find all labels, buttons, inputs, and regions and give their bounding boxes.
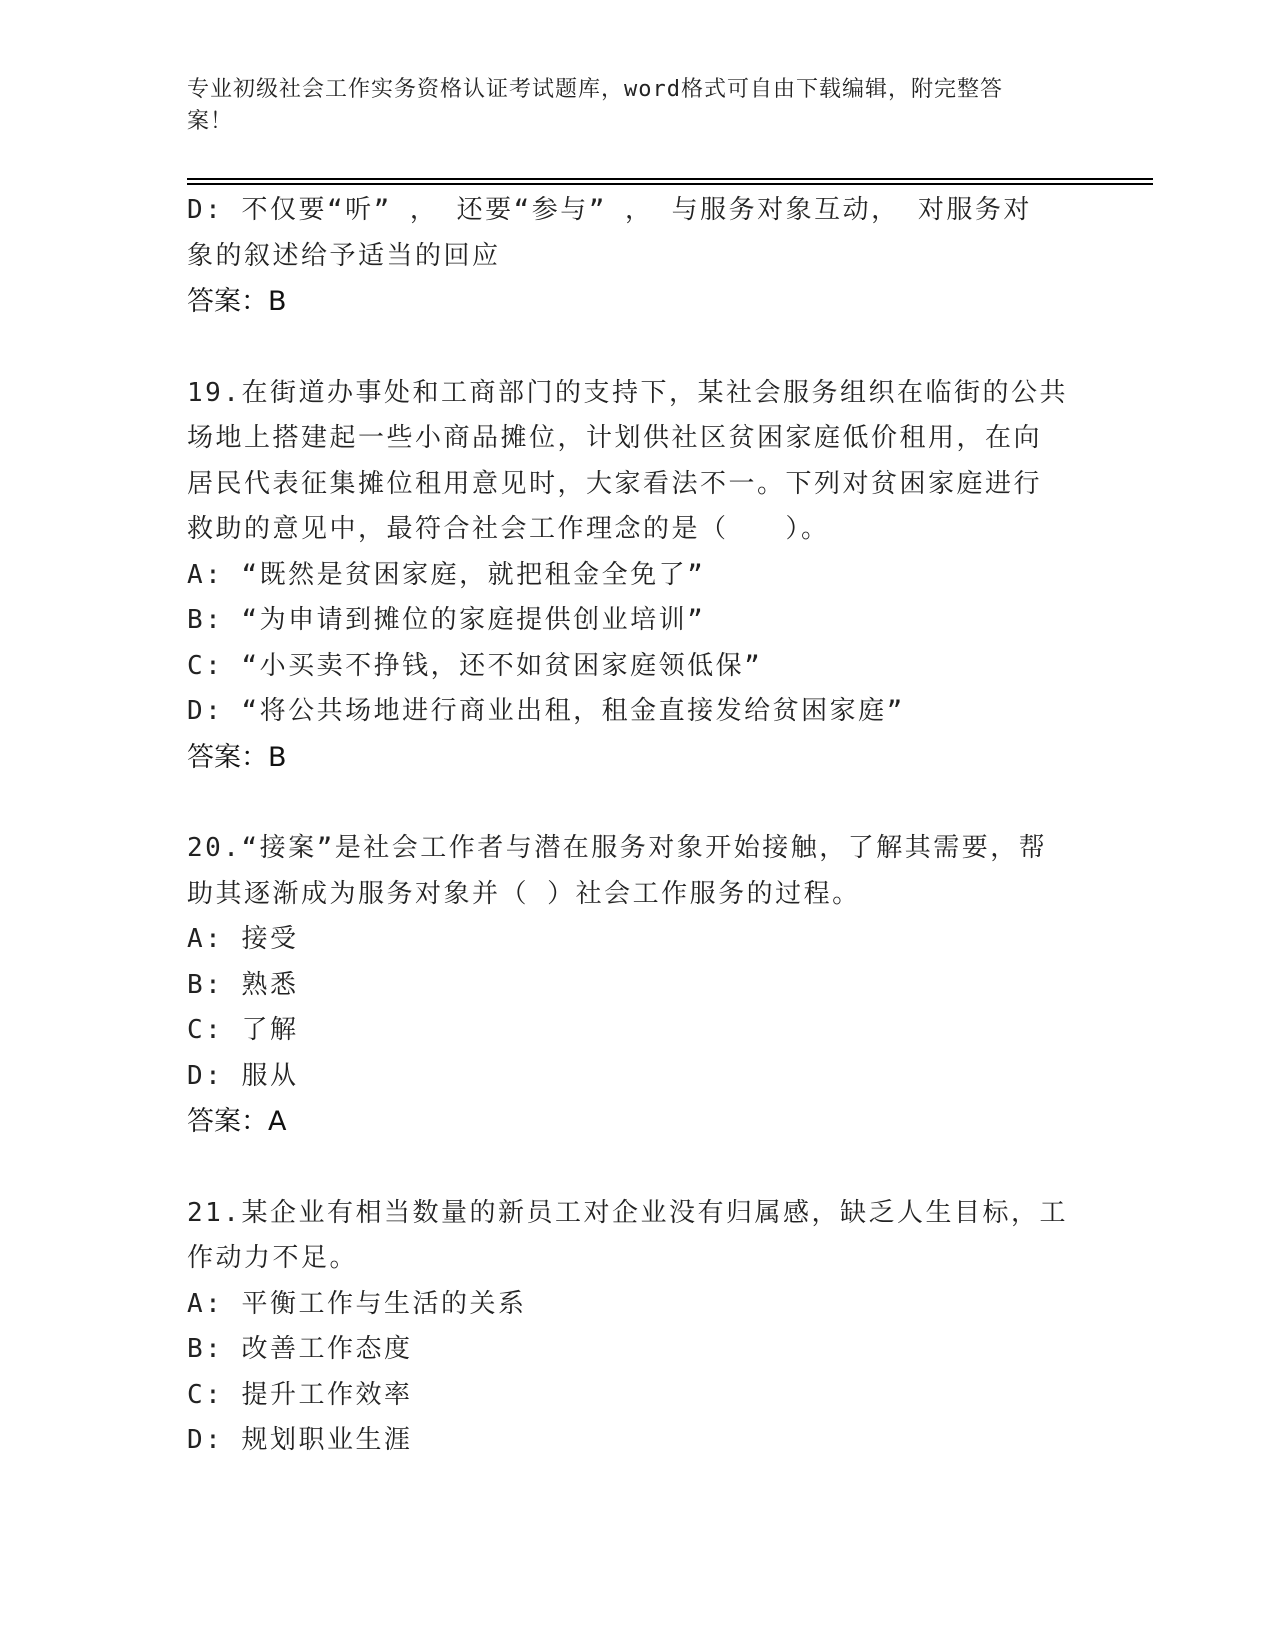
question-content <box>187 188 1087 1464</box>
header-divider-top <box>187 178 1153 180</box>
document-header <box>187 74 1067 138</box>
question-20 <box>187 826 1087 1145</box>
question-stem-line: 19.在街道办事处和工商部门的支持下，某社会服务组织在临街的公共 <box>187 377 1068 408</box>
option-d-line: D: 不仅要“听” ， 还要“参与” ， 与服务对象互动， 对服务对 <box>187 195 1032 225</box>
question-stem-line: 21.某企业有相当数量的新员工对企业没有归属感，缺乏人生目标，工 <box>187 1197 1068 1228</box>
header-divider-bottom <box>187 183 1153 185</box>
question-19 <box>187 371 1087 781</box>
option-b: B: 熟悉 <box>187 969 299 1000</box>
option-a: A: “既然是贫困家庭，就把租金全免了” <box>187 559 706 590</box>
option-d: D: “将公共场地进行商业出租，租金直接发给贫困家庭” <box>187 696 905 726</box>
question-stem-line: 场地上搭建起一些小商品摊位，计划供社区贫困家庭低价租用，在向 <box>187 423 1043 453</box>
question-18-tail <box>187 188 1087 325</box>
question-stem-line: 居民代表征集摊位租用意见时，大家看法不一。下列对贫困家庭进行 <box>187 468 1043 499</box>
option-d: D: 规划职业生涯 <box>187 1425 413 1455</box>
option-a: A: 平衡工作与生活的关系 <box>187 1288 527 1319</box>
option-d: D: 服从 <box>187 1060 299 1091</box>
answer-line: 答案：B <box>187 741 287 773</box>
option-c: C: 了解 <box>187 1015 299 1045</box>
option-b: B: “为申请到摊位的家庭提供创业培训” <box>187 605 706 635</box>
question-21 <box>187 1191 1087 1464</box>
option-d-line-continued: 象的叙述给予适当的回应 <box>187 240 501 271</box>
question-stem-line: 20.“接案”是社会工作者与潜在服务对象开始接触，了解其需要，帮 <box>187 833 1048 863</box>
question-stem-line: 作动力不足。 <box>187 1243 359 1273</box>
option-c: C: 提升工作效率 <box>187 1379 413 1410</box>
answer-line: 答案：A <box>187 1106 287 1137</box>
answer-line: 答案：B <box>187 286 287 317</box>
question-stem-line: 救助的意见中，最符合社会工作理念的是（ ）。 <box>187 514 830 544</box>
option-b: B: 改善工作态度 <box>187 1334 413 1364</box>
header-line-2: 案！ <box>187 109 234 134</box>
option-a: A: 接受 <box>187 924 299 954</box>
header-line-1: 专业初级社会工作实务资格认证考试题库，word格式可自由下载编辑，附完整答 <box>187 77 1003 102</box>
option-c: C: “小买卖不挣钱，还不如贫困家庭领低保” <box>187 650 763 681</box>
question-stem-line: 助其逐渐成为服务对象并（ ）社会工作服务的过程。 <box>187 878 861 909</box>
